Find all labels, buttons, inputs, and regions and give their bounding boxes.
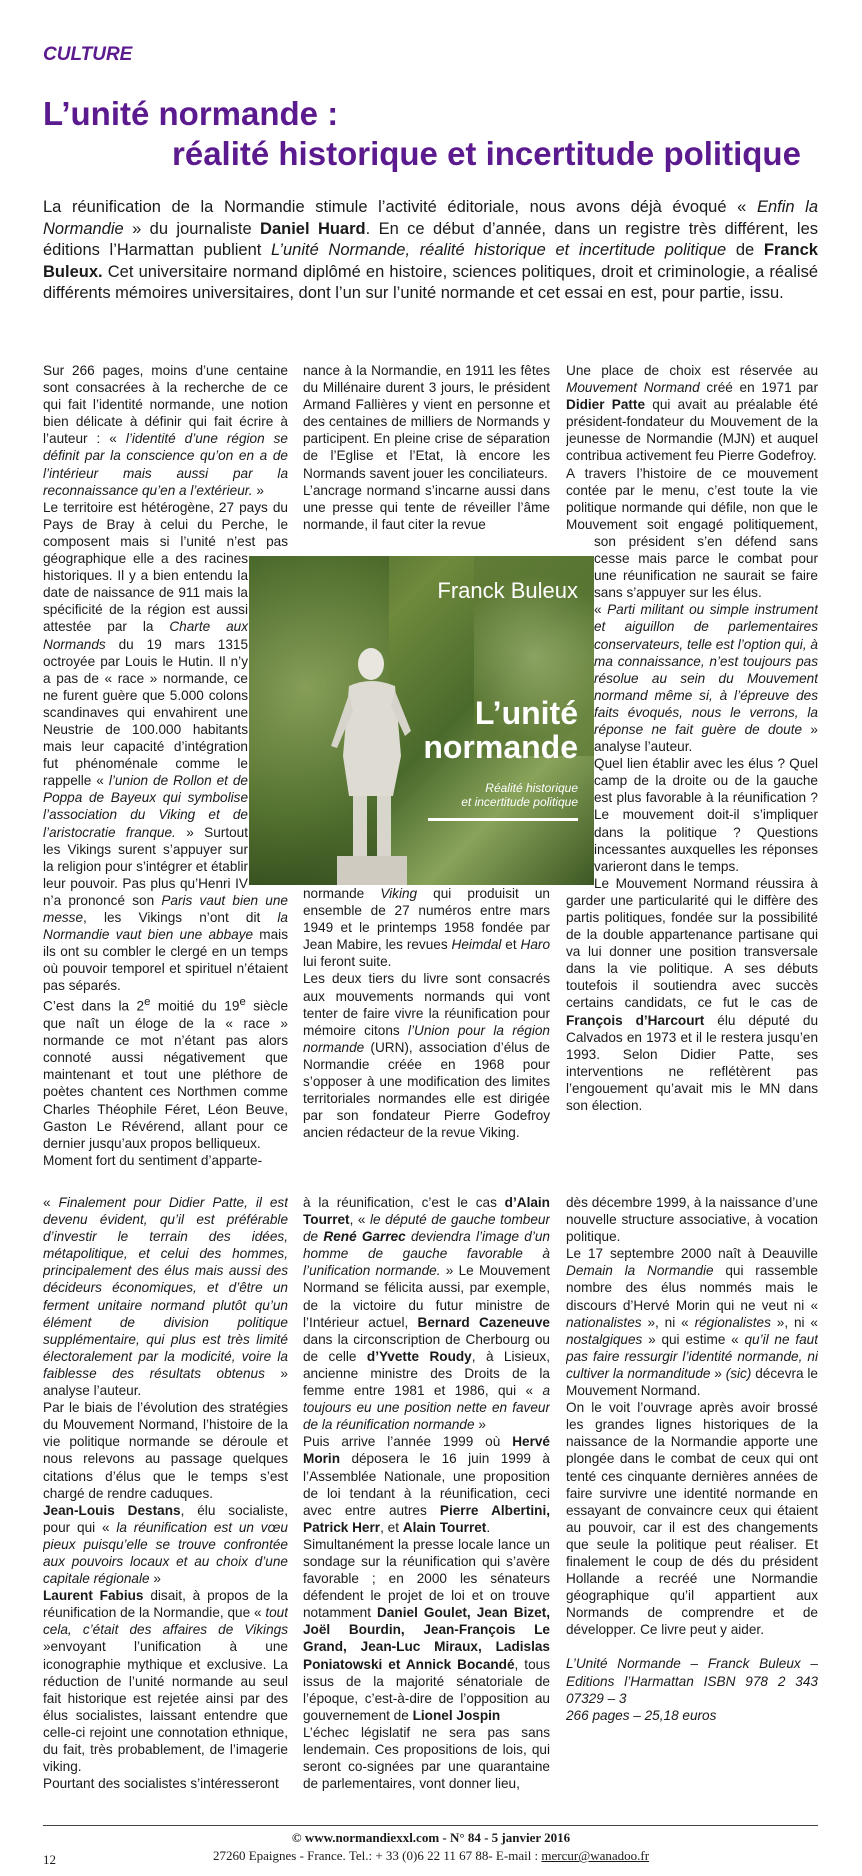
paragraph: normande Viking qui produisit un ensemble de 27 numéros entre mars 1949 et le printemps 1958 fondée par Jean Mabire, les revues Heimdal et Haro lui feront suite. <box>303 885 550 970</box>
paragraph: Puis arrive l’année 1999 où Hervé Morin déposera le 16 juin 1999 à l’Assemblée Nationale, une proposition de loi tendant à la réunification, ceci avec entre autres Pierre Albertini, Patrick Herr, et Alain Tourret. <box>303 1434 550 1535</box>
paragraph: Quel lien établir avec les élus ? Quel camp de la droite ou de la gauche est plus favorable à la réunification ? Le mouvement doit-il s’impliquer dans la politique ? Questions incessantes auxquelles les réponses varieront dans le temps. <box>594 756 818 874</box>
paragraph: Simultanément la presse locale lance un sondage sur la réunification qui s’avère favorable ; en 2000 les sénateurs défendent le projet de loi et on trouve notamment Daniel Goulet, Jean Bizet, Joël Bourdin, Jean-François Le Grand, Jean-Luc Miraux, Ladislas Poniatowski et Annick Bocandé, tous issus de la majorité sénatoriale de l’époque, c’est-à-dire de l’opposition au gouvernement de Lionel Jospin <box>303 1536 550 1723</box>
cover-rule <box>428 818 578 821</box>
paragraph: à la réunification, c’est le cas d’Alain Tourret, « le député de gauche tombeur de René Garrec deviendra l’image d’un homme de gauche favorable à l’unification normande. » Le Mouvement Normand se félicita aussi, par exemple, de la victoire du futur ministre de l’Intérieur actuel, Bernard Cazeneuve dans la circonscription de Cherbourg ou de celle d’Yvette Roudy, à Lisieux, ancienne ministre des Droits de la femme entre 1981 et 1986, qui « a toujours eu une position nette en faveur de la réunification normande » <box>303 1195 550 1433</box>
article-column-4 <box>43 1194 288 1792</box>
cover-author: Franck Buleux <box>437 578 578 603</box>
paragraph: L’ancrage normand s’incarne aussi dans une presse qui tente de réveiller l’âme normande, il faut citer la revue <box>303 482 550 532</box>
page-number: 12 <box>43 1852 56 1867</box>
paragraph: Le 17 septembre 2000 naît à Deauville Demain la Normandie qui rassemble nombre des élus nommés mais le discours d’Hervé Morin qui ne veut ni « nationalistes », ni « régionalistes », ni « nostalgiques » qui estime « qu’il ne faut pas faire ressurgir l’identité normande, ni cultiver la normanditude » (sic) décevra le Mouvement Normand. <box>566 1246 818 1399</box>
paragraph: Moment fort du sentiment d’apparte- <box>43 1152 263 1168</box>
footer-contact: 27260 Epaignes - France. Tel.: + 33 (0)6 22 11 67 88- E-mail : mercur@wanadoo.fr <box>212 1848 650 1863</box>
paragraph: A travers l’histoire de ce mouvement contée par le menu, c’est toute la vie politique normande qui défile, non que le Mouvement soit engagé politiquement, son président s’en défend sans cesse mais parce le combat pour une réunification ne saurait se faire sans s’appuyer sur les élus. <box>566 465 818 601</box>
paragraph: Le territoire est hétérogène, 27 pays du Pays de Bray à celui du Perche, le composent mais si l’unité n’est pas géographique elle a des racines historiques. Il y a bien entendu la date de naissance de 911 mais la spécificité de la région est aussi attestée par la Charte aux Normands du 19 mars 1315 octroyée par Louis le Hutin. Il n’y a pas de « race » normande, ce ne furent guère que 5.000 colons scandinaves qui envahirent une Neustrie de 100.000 habitants mais leur capacité d’intégration fut phénoménale comme le rappelle « l’union de Rollon et de Poppa de Bayeux qui symbolise l’association du Viking et de l’aristocratie franque. » Surtout les Vikings surent s’appuyer sur la religion pour s’intégrer et établir leur pouvoir. Pas plus qu’Henri IV n’a prononcé son Paris vaut bien une messe, les Vikings n’ont dit la Normandie vaut bien une abbaye mais ils ont su combler le clergé en un temps où pouvoir temporel et spirituel n’étaient pas séparés. <box>43 499 288 994</box>
title-line-1: L’unité normande : <box>43 95 339 132</box>
article-column-3 <box>566 362 818 1114</box>
footer-rule <box>43 1825 818 1826</box>
paragraph: C’est dans la 2e moitié du 19e siècle que naît un éloge de la « race » normande ce mot n’étant pas alors connoté aussi négativement que maintenant et tout une pléthore de poètes chantent ces Northmen comme Charles Théophile Féret, Léon Beuve, Gaston Le Révérend, allant pour ce dernier jusqu’aux propos belliqueux. <box>43 996 288 1151</box>
paragraph: dès décembre 1999, à la naissance d’une nouvelle structure associative, à vocation politique. <box>566 1195 818 1245</box>
book-reference: L’Unité Normande – Franck Buleux – Editions l’Harmattan ISBN 978 2 343 07329 – 3 <box>566 1656 818 1706</box>
book-cover-image <box>249 556 594 885</box>
book-price: 266 pages – 25,18 euros <box>566 1707 717 1723</box>
article-column-6 <box>566 1194 818 1724</box>
paragraph: Laurent Fabius disait, à propos de la réunification de la Normandie, que « tout cela, c’était des affaires de Vikings »envoyant l’unification à une iconographie mythique et exclusive. La réduction de l’unité normande au seul fait historique est rejetée ainsi par des élus socialistes, laissant entendre que celle-ci rejoint une connotation ethnique, du fait, très probablement, de l’imagerie viking. <box>43 1588 288 1775</box>
article-column-5 <box>303 1194 550 1792</box>
paragraph: Jean-Louis Destans, élu socialiste, pour qui « la réunification est un vœu pieux puisqu’elle se trouve confrontée aux pouvoirs locaux et au choix d’une capitale régionale » <box>43 1502 288 1587</box>
paragraph: Sur 266 pages, moins d’une centaine sont consacrées à la recherche de ce qui fait l’identité normande, une notion bien délicate à définir qui fait écrire à l’auteur : « l’identité d’une région se définit par la conscience qu’on en a de l’intérieur mais aussi par la reconnaissance qu’en a l’extérieur. » <box>43 363 288 498</box>
footer-email-link[interactable]: mercur@wanadoo.fr <box>541 1848 650 1863</box>
paragraph: On le voit l’ouvrage après avoir brossé les grandes lignes historiques de la naissance de la Normandie apporte une plongée dans le combat de ceux qui ont tenté ces cinquante dernières années de faire survivre une identité normande en essayant de convaincre ceux qui étaient au pouvoir, car il est des changements que seule la politique peut réaliser. Et finalement le coup de dés du président Hollande a recréé une Normandie géographique qu’il appartient aux Normands de comprendre et de développer. Ce livre peut y aider. <box>566 1400 818 1638</box>
title-line-2: réalité historique et incertitude politique <box>172 135 801 172</box>
paragraph: Le Mouvement Normand réussira à garder une particularité qui le diffère des partis politiques, fondée sur la possibilité de la double appartenance partisane qui va lui donner une position transversale dans la vie politique. A ses débuts toutefois il soutiendra avec succès certains candidats, ce fut le cas de François d’Harcourt élu député du Calvados en 1973 et il le restera jusqu’en 1993. Selon Didier Patte, ses interventions ne reflétèrent pas l’engouement qu’avait mis le MN dans son élection. <box>566 875 818 1114</box>
paragraph: L’échec législatif ne sera pas sans lendemain. Ces propositions de lois, qui seront co-signées par une quarantaine de parlementaires, vont donner lieu, <box>303 1724 550 1792</box>
paragraph: Par le biais de l’évolution des stratégies du Mouvement Normand, l’histoire de la vie politique normande se déroule et nous relevons au passage quelques citations d’élus que le temps s’est chargé de rendre caduques. <box>43 1400 288 1501</box>
statue-illustration <box>319 636 424 885</box>
cover-subtitle: Réalité historique et incertitude politique <box>461 781 578 809</box>
lead-paragraph: La réunification de la Normandie stimule l’activité éditoriale, nous avons déjà évoqué « Enfin la Normandie » du journaliste Daniel Huard. En ce début d’année, dans un registre très différent, les éditions l’Harmattan publient L’unité Normande, réalité historique et incertitude politique de Franck Buleux. Cet universitaire normand diplômé en histoire, sciences politiques, droit et criminologie, a réalisé différents mémoires universitaires, dont l’un sur l’unité normande et cet essai en est, pour partie, issu. <box>43 198 818 303</box>
section-label: CULTURE <box>43 44 133 65</box>
paragraph: nance à la Normandie, en 1911 les fêtes du Millénaire durent 3 jours, le président Armand Fallières y vient en personne et des centaines de milliers de Normands y participent. En pleine crise de séparation de l’Eglise et l’Etat, là encore les Normands savent jouer les conciliateurs. <box>303 363 550 481</box>
paragraph: Pourtant des socialistes s’intéresseront <box>43 1776 279 1792</box>
paragraph: Une place de choix est réservée au Mouvement Normand créé en 1971 par Didier Patte qui avait au préalable été président-fondateur du Mouvement de la jeunesse de Normandie (MJN) et auquel contribua activement feu Pierre Godefroy. <box>566 363 818 464</box>
paragraph: « Parti militant ou simple instrument et aiguillon de parlementaires conservateurs, telle est l’option qui, à ma connaissance, n’est toujours pas résolue au sein du Mouvement normand même si, à l’épreuve des faits évoqués, nous le verrons, la réponse ne fait guère de doute » analyse l’auteur. <box>594 602 818 755</box>
cover-title: L’unité normande <box>423 695 578 765</box>
paragraph: « Finalement pour Didier Patte, il est devenu évident, qu’il est préférable d’investir le terrain des idées, métapolitique, et celui des hommes, principalement des élus mais aussi des décideurs économiques, et d’être un ferment unitaire normand plutôt qu’un élément de division politique supplémentaire, qui plus est très limité électoralement par la modicité, voire la faiblesse des résultats obtenus » analyse l’auteur. <box>43 1195 288 1399</box>
paragraph: Les deux tiers du livre sont consacrés aux mouvements normands qui vont tenter de faire vivre la réunification pour mémoire citons l’Union pour la région normande (URN), association d’élus de Normandie créée en 1968 pour s’opposer à une modification des limites territoriales normandes elle est dirigée par son fondateur Pierre Godefroy ancien rédacteur de la revue Viking. <box>303 971 550 1141</box>
footer-publication: © www.normandiexxl.com - N° 84 - 5 janvier 2016 <box>291 1830 571 1845</box>
